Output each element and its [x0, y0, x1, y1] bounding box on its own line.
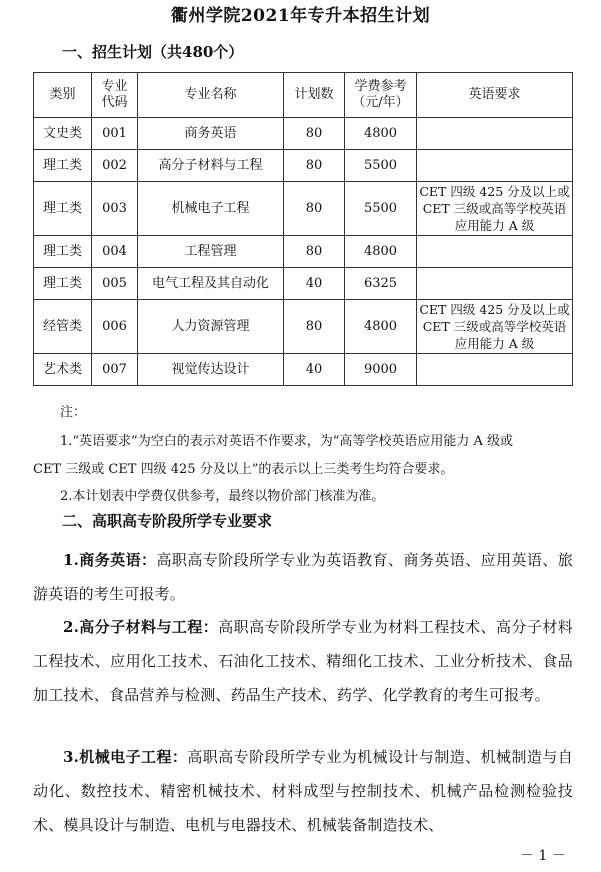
section-heading-requirements: 二、高职高专阶段所学专业要求 — [62, 512, 273, 530]
table-row — [34, 300, 573, 354]
table-row — [34, 150, 573, 182]
header-category: 类别 — [34, 73, 92, 118]
paragraph-body: 高职高专阶段所学专业为机械设计与制造、机械制造与自动化、数控技术、精密机械技术、材料成型与控制技术、机械产品检测检验技术、模具设计与制造、电机与电器技术、机械装备制造技术、 — [33, 748, 573, 834]
paragraph-polymer-materials — [33, 610, 573, 712]
cell-plan: 80 — [284, 182, 345, 236]
cell-code: 002 — [92, 150, 138, 182]
cell-major: 机械电子工程 — [138, 182, 284, 236]
cell-fee: 4800 — [345, 236, 417, 268]
cell-code: 004 — [92, 236, 138, 268]
cell-english: CET 四级 425 分及以上或 CET 三级或高等学校英语应用能力 A 级 — [417, 182, 573, 236]
cell-category: 文史类 — [34, 118, 92, 150]
cell-plan: 40 — [284, 354, 345, 386]
cell-code: 007 — [92, 354, 138, 386]
cell-category: 理工类 — [34, 236, 92, 268]
cell-english — [417, 118, 573, 150]
cell-english — [417, 236, 573, 268]
cell-major: 人力资源管理 — [138, 300, 284, 354]
cell-code: 003 — [92, 182, 138, 236]
cell-category: 理工类 — [34, 268, 92, 300]
cell-plan: 80 — [284, 118, 345, 150]
note-1-line-1: 1.“英语要求”为空白的表示对英语不作要求，为“高等学校英语应用能力 A 级或 — [60, 434, 513, 449]
cell-category: 理工类 — [34, 150, 92, 182]
cell-english — [417, 354, 573, 386]
cell-fee: 4800 — [345, 300, 417, 354]
cell-fee: 5500 — [345, 182, 417, 236]
header-fee: 学费参考 （元/年） — [345, 73, 417, 118]
cell-fee: 4800 — [345, 118, 417, 150]
enrollment-plan-table — [33, 72, 573, 386]
table-row — [34, 118, 573, 150]
paragraph-business-english — [33, 543, 573, 611]
paragraph-body: 高职高专阶段所学专业为材料工程技术、高分子材料工程技术、应用化工技术、石油化工技术、精细化工技术、工业分析技术、食品加工技术、食品营养与检测、药品生产技术、药学、化学教育的考生可报考。 — [33, 618, 573, 704]
header-plan: 计划数 — [284, 73, 345, 118]
cell-english — [417, 150, 573, 182]
cell-category: 艺术类 — [34, 354, 92, 386]
header-code: 专业 代码 — [92, 73, 138, 118]
cell-english: CET 四级 425 分及以上或 CET 三级或高等学校英语应用能力 A 级 — [417, 300, 573, 354]
table-row — [34, 354, 573, 386]
cell-code: 001 — [92, 118, 138, 150]
cell-plan: 40 — [284, 268, 345, 300]
cell-major: 视觉传达设计 — [138, 354, 284, 386]
table-header-row — [34, 73, 573, 118]
paragraph-body: 高职高专阶段所学专业为英语教育、商务英语、应用英语、旅游英语的考生可报考。 — [33, 551, 574, 603]
cell-major: 工程管理 — [138, 236, 284, 268]
paragraph-heading: 1.商务英语： — [63, 551, 157, 569]
note-2: 2.本计划表中学费仅供参考，最终以物价部门核准为准。 — [60, 489, 385, 504]
cell-english — [417, 268, 573, 300]
cell-plan: 80 — [284, 236, 345, 268]
paragraph-heading: 2.高分子材料与工程： — [63, 618, 219, 636]
table-row — [34, 182, 573, 236]
cell-plan: 80 — [284, 150, 345, 182]
paragraph-mechatronics — [33, 740, 573, 842]
table-row — [34, 268, 573, 300]
note-1-line-2: CET 三级或 CET 四级 425 分及以上”的表示以上三类考生均符合要求。 — [33, 462, 454, 477]
page-number: － 1 － — [520, 848, 566, 864]
page-title: 衢州学院2021年专升本招生计划 — [170, 6, 431, 26]
paragraph-heading: 3.机械电子工程： — [63, 748, 188, 766]
header-major: 专业名称 — [138, 73, 284, 118]
cell-plan: 80 — [284, 300, 345, 354]
cell-major: 高分子材料与工程 — [138, 150, 284, 182]
cell-code: 005 — [92, 268, 138, 300]
cell-fee: 9000 — [345, 354, 417, 386]
cell-category: 理工类 — [34, 182, 92, 236]
section-heading-plan: 一、招生计划（共480个） — [62, 43, 244, 61]
cell-code: 006 — [92, 300, 138, 354]
cell-fee: 6325 — [345, 268, 417, 300]
cell-fee: 5500 — [345, 150, 417, 182]
header-english: 英语要求 — [417, 73, 573, 118]
cell-category: 经管类 — [34, 300, 92, 354]
notes-label: 注： — [60, 405, 87, 420]
cell-major: 电气工程及其自动化 — [138, 268, 284, 300]
cell-major: 商务英语 — [138, 118, 284, 150]
table-row — [34, 236, 573, 268]
